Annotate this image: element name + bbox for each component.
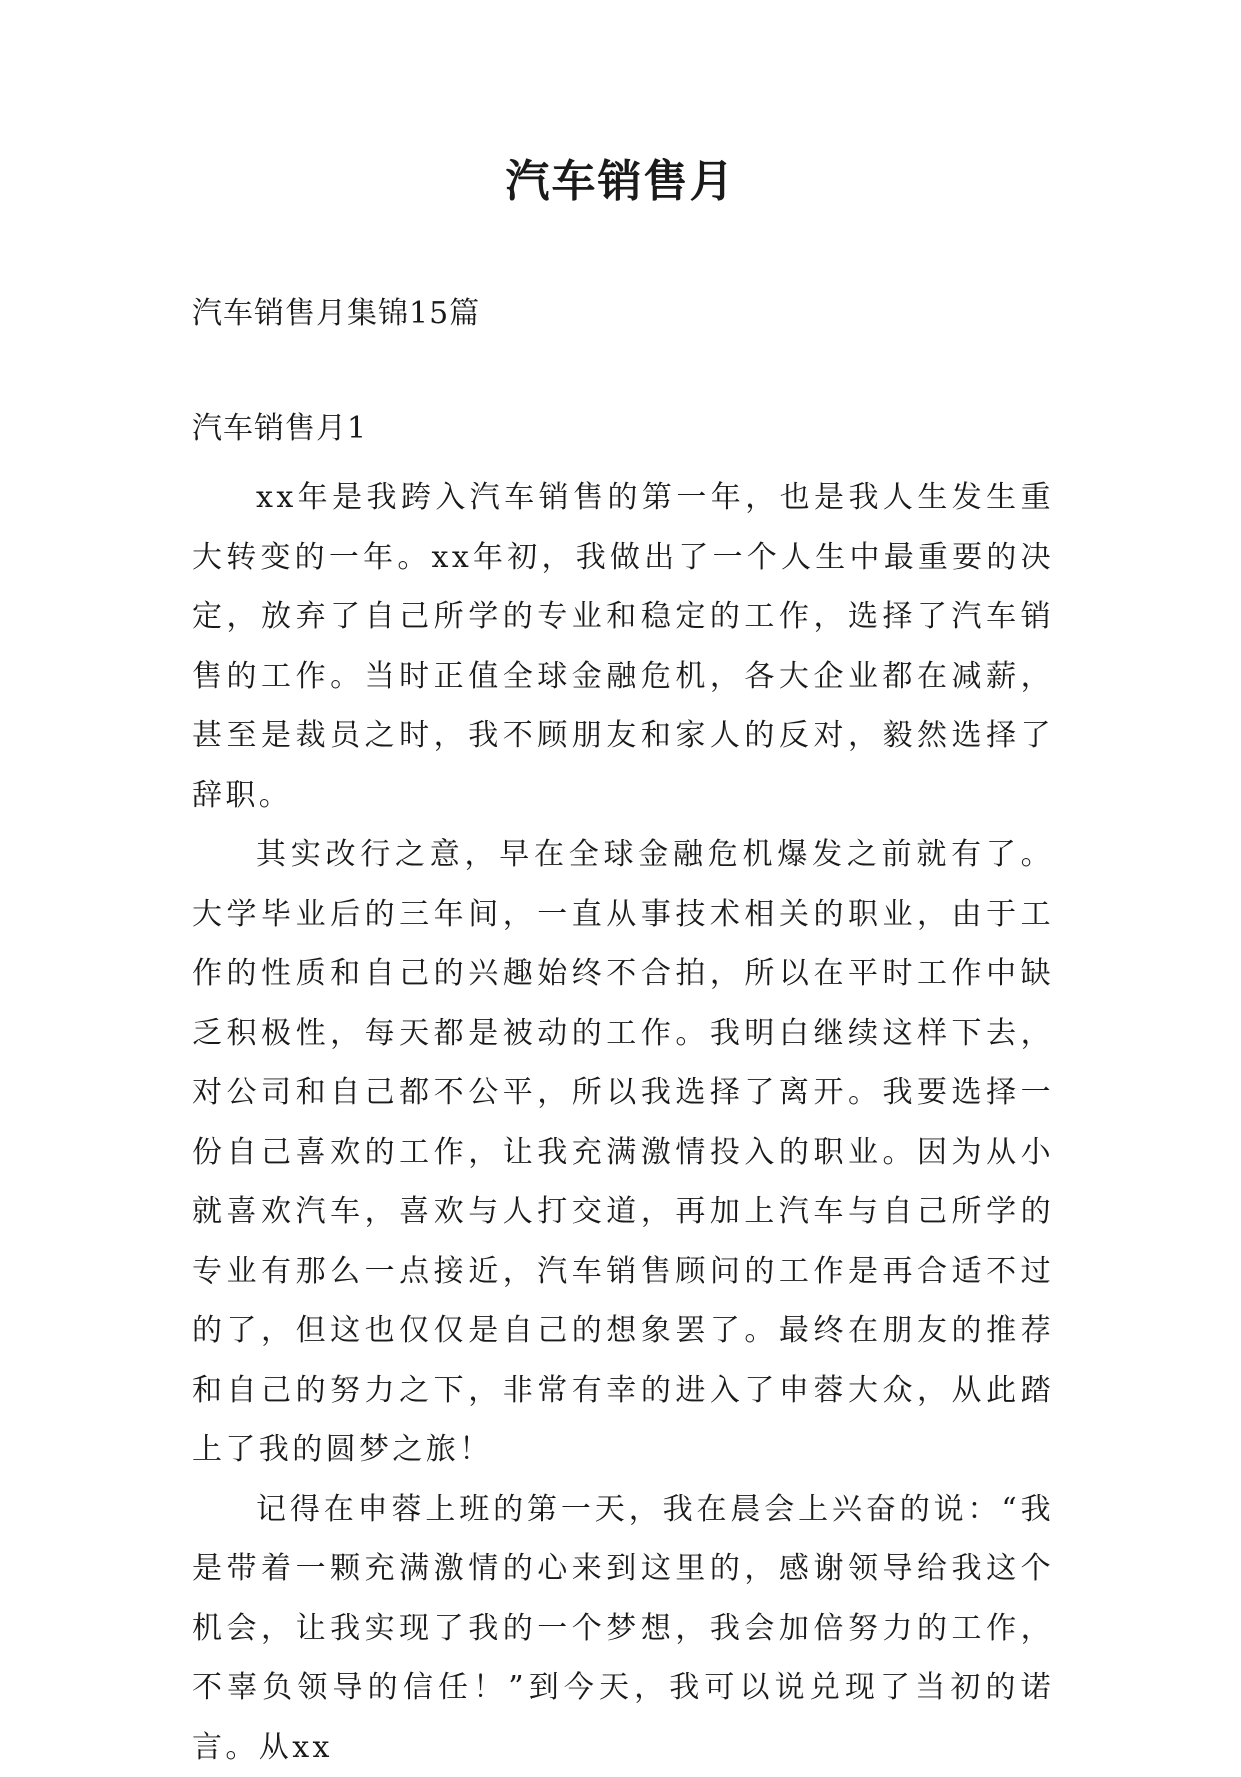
paragraph: 记得在申蓉上班的第一天，我在晨会上兴奋的说：“我是带着一颗充满激情的心来到这里的，感谢领导给我这个机会，让我实现了我的一个梦想，我会加倍努力的工作，不辜负领导的信任！”到今天，我可以说兑现了当初的诺言。从xx bbox=[192, 1480, 1054, 1777]
section-heading: 汽车销售月1 bbox=[192, 405, 367, 453]
document-body bbox=[192, 468, 1054, 1777]
paragraph: 其实改行之意，早在全球金融危机爆发之前就有了。大学毕业后的三年间，一直从事技术相关的职业，由于工作的性质和自己的兴趣始终不合拍，所以在平时工作中缺乏积极性，每天都是被动的工作。我明白继续这样下去，对公司和自己都不公平，所以我选择了离开。我要选择一份自己喜欢的工作，让我充满激情投入的职业。因为从小就喜欢汽车，喜欢与人打交道，再加上汽车与自己所学的专业有那么一点接近，汽车销售顾问的工作是再合适不过的了，但这也仅仅是自己的想象罢了。最终在朋友的推荐和自己的努力之下，非常有幸的进入了申蓉大众，从此踏上了我的圆梦之旅！ bbox=[192, 825, 1054, 1480]
paragraph: xx年是我跨入汽车销售的第一年，也是我人生发生重大转变的一年。xx年初，我做出了一个人生中最重要的决定，放弃了自己所学的专业和稳定的工作，选择了汽车销售的工作。当时正值全球金融危机，各大企业都在减薪，甚至是裁员之时，我不顾朋友和家人的反对，毅然选择了辞职。 bbox=[192, 468, 1054, 825]
document-subtitle: 汽车销售月集锦15篇 bbox=[192, 290, 480, 338]
document-title: 汽车销售月 bbox=[0, 150, 1241, 214]
